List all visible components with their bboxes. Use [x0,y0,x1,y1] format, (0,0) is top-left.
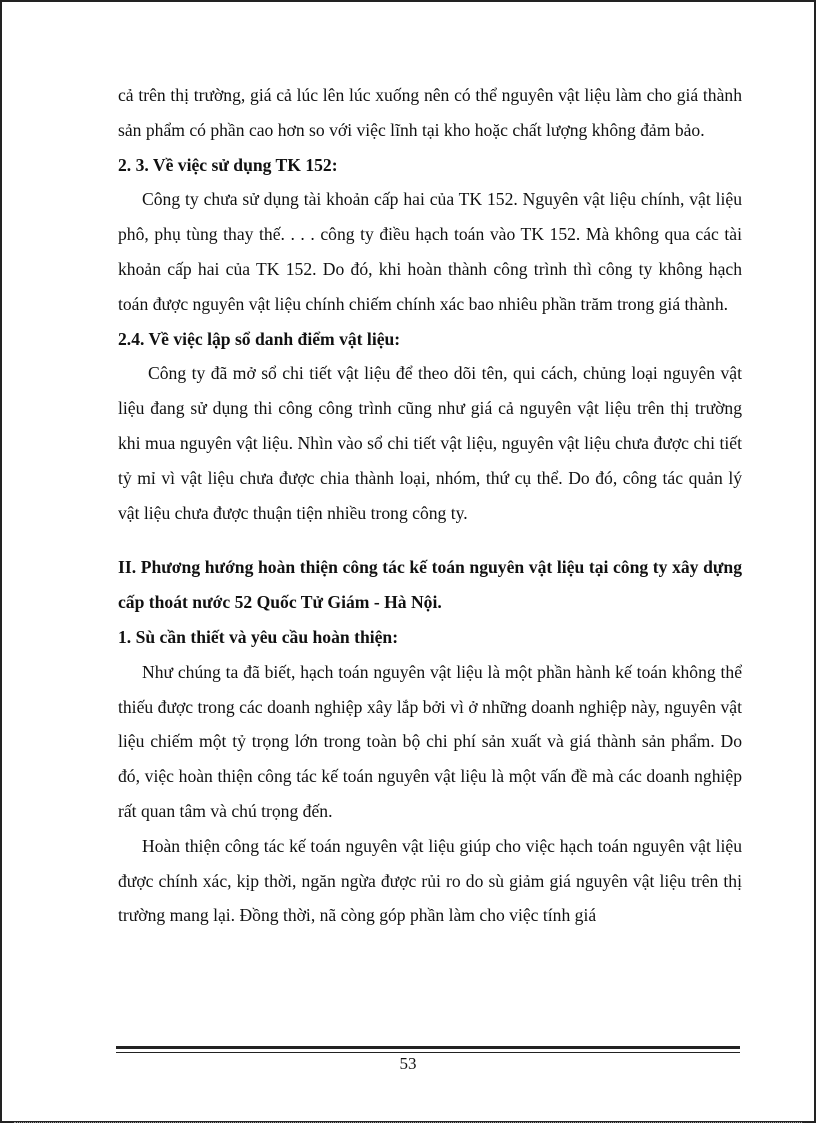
paragraph-continuation: cả trên thị trường, giá cả lúc lên lúc xuống nên có thể nguyên vật liệu làm cho giá thành sản phẩm có phần cao hơn so với việc lĩnh tại kho hoặc chất lượng không đảm bảo. [118,85,742,140]
document-body [118,78,742,933]
heading-section-ii: II. Phương hướng hoàn thiện công tác kế toán nguyên vật liệu tại công ty xây dựng cấp thoát nước 52 Quốc Tử Giám - Hà Nội. [118,557,742,613]
page-number: 53 [399,1054,417,1073]
paragraph-hach-toan: Như chúng ta đã biết, hạch toán nguyên vật liệu là một phần hành kế toán không thể thiếu được trong các doanh nghiệp xây lắp bởi vì ở những doanh nghiệp này, nguyên vật liệu chiếm một tỷ trọng lớn trong toàn bộ chi phí sản xuất và giá thành sản phẩm. Do đó, việc hoàn thiện công tác kế toán nguyên vật liệu là một vấn đề mà các doanh nghiệp rất quan tâm và chú trọng đến. [118,661,742,821]
section-gap [118,530,742,550]
paragraph-hoan-thien: Hoàn thiện công tác kế toán nguyên vật liệu giúp cho việc hạch toán nguyên vật liệu được chính xác, kịp thời, ngăn ngừa được rủi ro do sù giảm giá nguyên vật liệu trên thị trường mang lại. Đồng thời, nã còng góp phần làm cho việc tính giá [118,835,742,926]
heading-1: 1. Sù cần thiết và yêu cầu hoàn thiện: [118,626,399,647]
heading-2-3: 2. 3. Về việc sử dụng TK 152: [118,154,338,175]
paragraph-so-danh-diem: Công ty đã mở sổ chi tiết vật liệu để theo dõi tên, qui cách, chủng loại nguyên vật liệu đang sử dụng thi công công trình cũng như giá cả nguyên vật liệu trên thị trường khi mua nguyên vật liệu. Nhìn vào sổ chi tiết vật liệu, nguyên vật liệu chưa được chi tiết tỷ mỉ vì vật liệu chưa được chia thành loại, nhóm, thứ cụ thể. Do đó, công tác quản lý vật liệu chưa được thuận tiện nhiều trong công ty. [118,363,742,523]
heading-2-4: 2.4. Về việc lập sổ danh điểm vật liệu: [118,328,401,349]
footer-rule-thin [116,1052,740,1053]
footer-rule-thick [116,1046,740,1049]
paragraph-tk152: Công ty chưa sử dụng tài khoản cấp hai của TK 152. Nguyên vật liệu chính, vật liệu phô, phụ tùng thay thế. . . . công ty điều hạch toán vào TK 152. Mà không qua các tài khoản cấp hai của TK 152. Do đó, khi hoàn thành công trình thì công ty không hạch toán được nguyên vật liệu chính chiếm chính xác bao nhiêu phần trăm trong giá thành. [118,189,742,314]
